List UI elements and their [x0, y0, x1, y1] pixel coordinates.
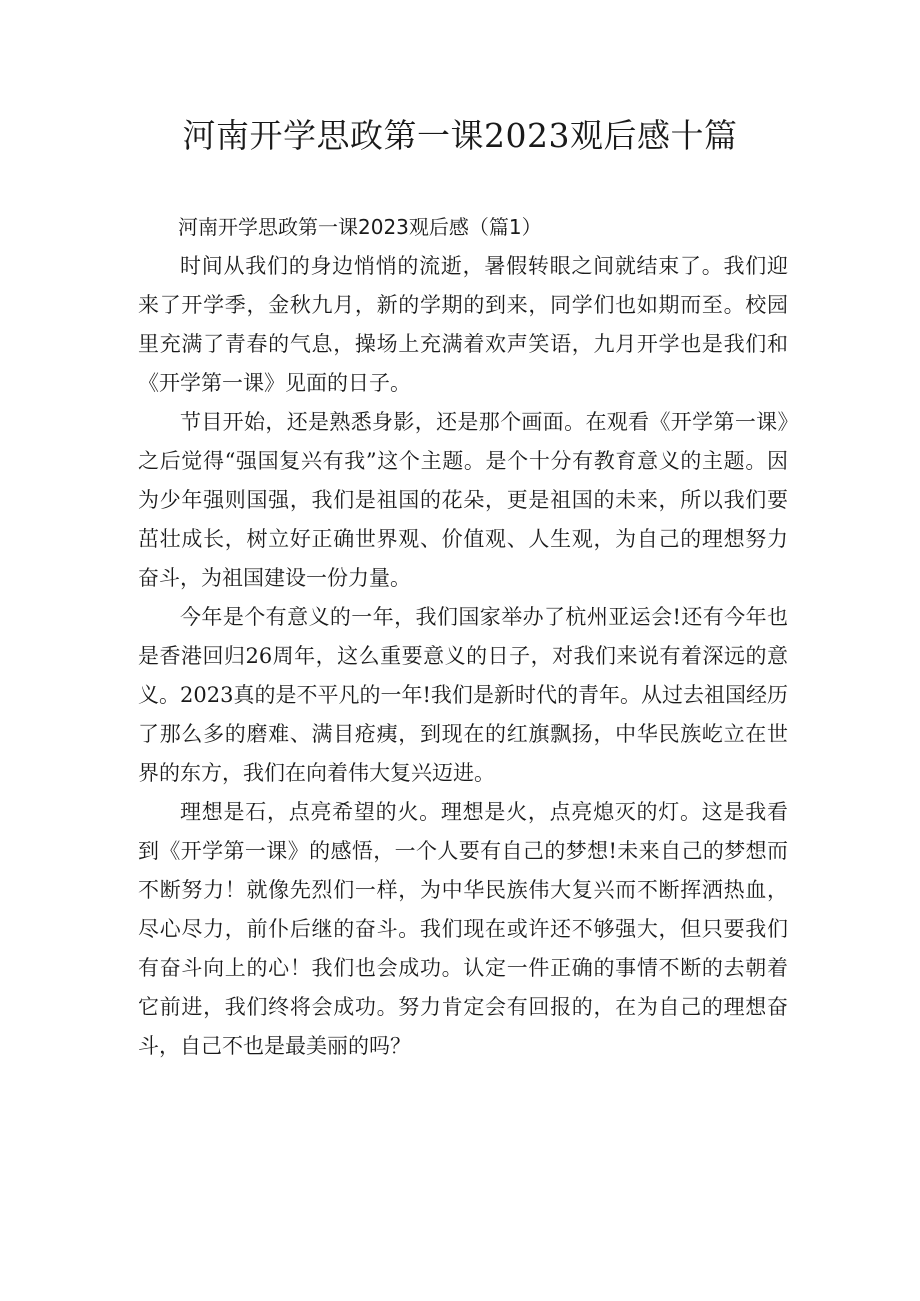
document-title: 河南开学思政第一课2023观后感十篇 — [182, 116, 738, 155]
section-heading: 河南开学思政第一课2023观后感（篇1） — [178, 215, 542, 239]
paragraph-3: 今年是个有意义的一年，我们国家举办了杭州亚运会!还有今年也是香港回归26周年，这么重要意义的日子，对我们来说有着深远的意义。2023真的是不平凡的一年!我们是新时代的青年。从过去祖国经历了那么多的磨难、满目疮痍，到现在的红旗飘扬，中华民族屹立在世界的东方，我们在向着伟大复兴迈进。 — [138, 605, 788, 785]
document-body — [138, 208, 788, 1066]
paragraph-1: 时间从我们的身边悄悄的流逝，暑假转眼之间就结束了。我们迎来了开学季，金秋九月，新的学期的到来，同学们也如期而至。校园里充满了青春的气息，操场上充满着欢声笑语，九月开学也是我们和《开学第一课》见面的日子。 — [138, 254, 788, 395]
paragraph-4: 理想是石，点亮希望的火。理想是火，点亮熄灭的灯。这是我看到《开学第一课》的感悟，一个人要有自己的梦想!未来自己的梦想而不断努力！就像先烈们一样，为中华民族伟大复兴而不断挥洒热血，尽心尽力，前仆后继的奋斗。我们现在或许还不够强大，但只要我们有奋斗向上的心！我们也会成功。认定一件正确的事情不断的去朝着它前进，我们终将会成功。努力肯定会有回报的，在为自己的理想奋斗，自己不也是最美丽的吗？ — [138, 800, 788, 1058]
paragraph-2: 节目开始，还是熟悉身影，还是那个画面。在观看《开学第一课》之后觉得“强国复兴有我”这个主题。是个十分有教育意义的主题。因为少年强则国强，我们是祖国的花朵，更是祖国的未来，所以我们要茁壮成长，树立好正确世界观、价值观、人生观，为自己的理想努力奋斗，为祖国建设一份力量。 — [138, 410, 788, 590]
